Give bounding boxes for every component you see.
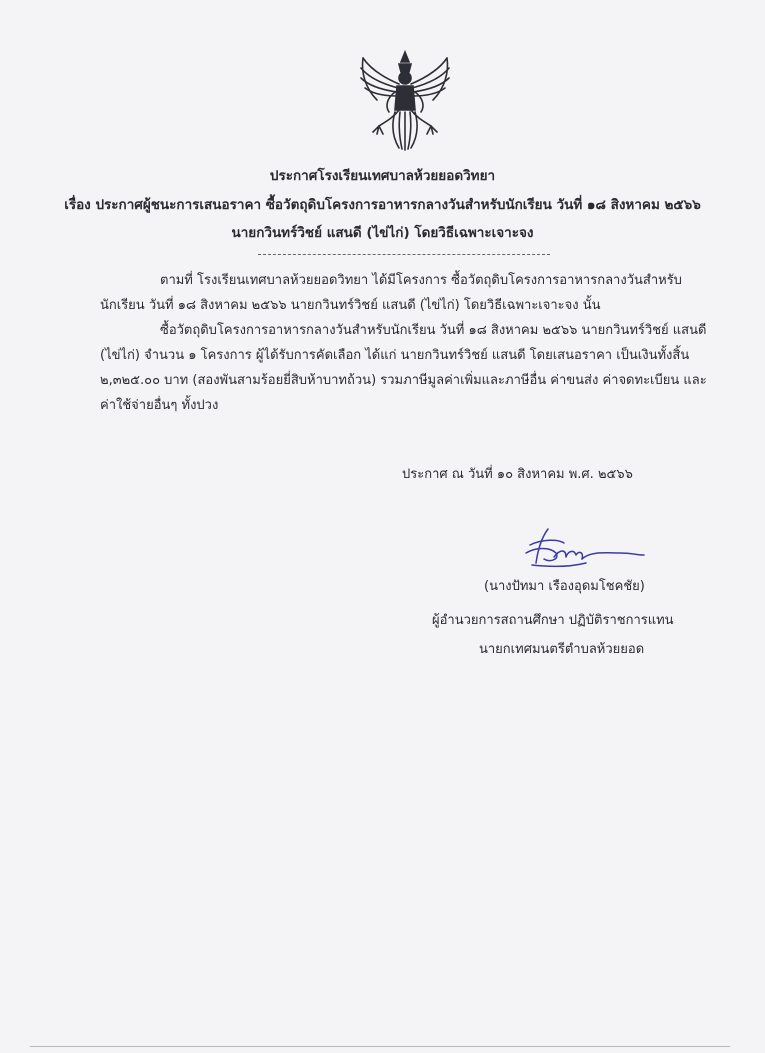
handwritten-signature bbox=[520, 523, 648, 573]
announcement-title: ประกาศโรงเรียนเทศบาลห้วยยอดวิทยา bbox=[269, 168, 496, 184]
signatory-name: (นางปัทมา เรืองอุดมโชคชัย) bbox=[484, 579, 645, 594]
announcement-subject-continued: นายกวินทร์วิชย์ แสนดี (ไข่ไก่) โดยวิธีเฉพาะเจาะจง bbox=[231, 225, 534, 241]
body-paragraph-2: ซื้อวัตถุดิบโครงการอาหารกลางวันสำหรับนักเรียน วันที่ ๑๘ สิงหาคม ๒๕๖๖ นายกวินทร์วิชย์ แสนดี (ไข่ไก่) จำนวน ๑ โครงการ ผู้ได้รับการคัดเลือก ได้แก่ นายกวินทร์วิชย์ แสนดี โดยเสนอราคา เป็นเงินทั้งสิ้น ๒,๓๒๕.๐๐ บาท (สองพันสามร้อยยี่สิบห้าบาทถ้วน) รวมภาษีมูลค่าเพิ่มและภาษีอื่น ค่าขนส่ง ค่าจดทะเบียน และค่าใช้จ่ายอื่นๆ ทั้งปวง bbox=[100, 323, 707, 413]
announcement-date: ประกาศ ณ วันที่ ๑๐ สิงหาคม พ.ศ. ๒๕๖๖ bbox=[402, 467, 633, 482]
body-paragraph-1: ตามที่ โรงเรียนเทศบาลห้วยยอดวิทยา ได้มีโครงการ ซื้อวัตถุดิบโครงการอาหารกลางวันสำหรับนักเรียน วันที่ ๑๘ สิงหาคม ๒๕๖๖ นายกวินทร์วิชย์ แสนดี (ไข่ไก่) โดยวิธีเฉพาะเจาะจง นั้น bbox=[100, 273, 682, 313]
signatory-position-continued: นายกเทศมนตรีตำบลห้วยยอด bbox=[479, 642, 645, 657]
page-bottom-edge bbox=[30, 1046, 730, 1047]
dashed-divider bbox=[258, 254, 550, 255]
garuda-emblem-icon bbox=[355, 48, 455, 153]
signatory-position: ผู้อำนวยการสถานศึกษา ปฏิบัติราชการแทน bbox=[432, 613, 674, 628]
announcement-subject: เรื่อง ประกาศผู้ชนะการเสนอราคา ซื้อวัตถุดิบโครงการอาหารกลางวันสำหรับนักเรียน วันที่ ๑๘ สิงหาคม ๒๕๖๖ bbox=[64, 197, 701, 213]
